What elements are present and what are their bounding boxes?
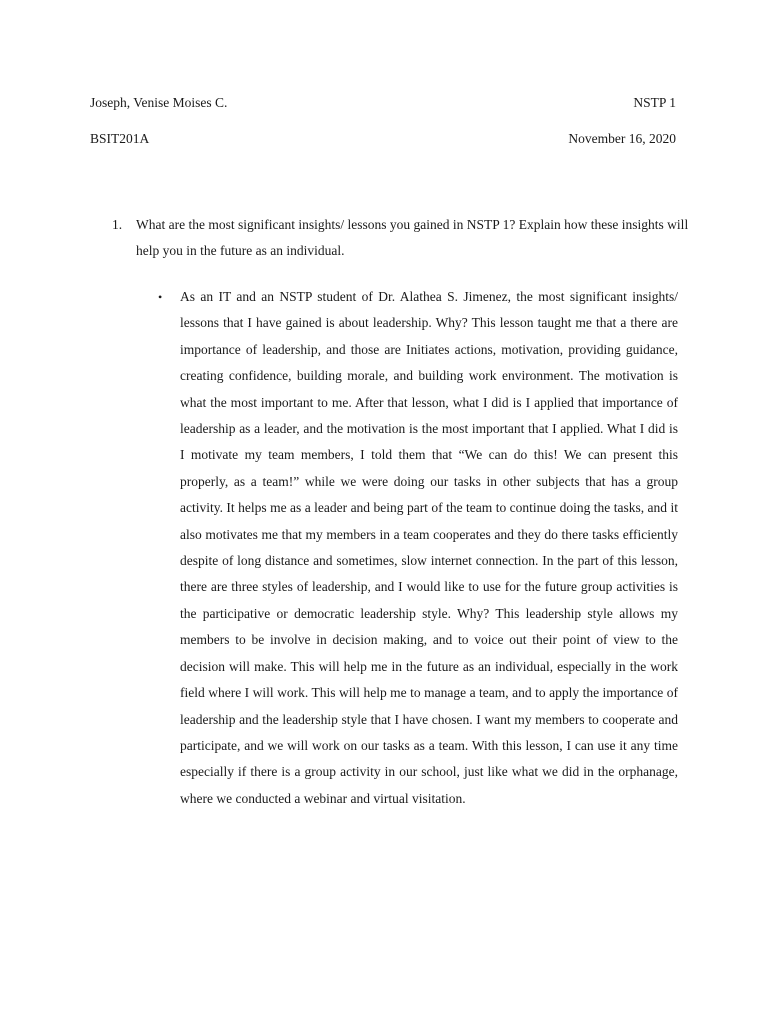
answer-item: [158, 284, 678, 812]
question-text: What are the most significant insights/ lessons you gained in NSTP 1? Explain how these insights will help you in the future as an individual.: [136, 217, 689, 258]
student-name: Joseph, Venise Moises C.: [90, 95, 228, 110]
question-number: 1.: [112, 217, 123, 232]
submission-date: November 16, 2020: [568, 131, 676, 146]
course-code: NSTP 1: [633, 95, 676, 110]
student-section: BSIT201A: [90, 131, 150, 146]
bullet-icon: •: [158, 290, 163, 304]
answer-text: As an IT and an NSTP student of Dr. Alathea S. Jimenez, the most significant insights/ lessons that I have gained is about leadership. Why? This lesson taught me that a there are importance of leadership, and those are Initiates actions, motivation, providing guidance, creating confidence, building morale, and building work environment. The motivation is what the most important to me. After that lesson, what I did is I applied that importance of leadership as a leader, and the motivation is the most important that I applied. What I did is I motivate my team members, I told them that “We can do this! We can present this properly, as a team!” while we were doing our tasks in other subjects that has a group activity. It helps me as a leader and being part of the team to continue doing the tasks, and it also motivates me that my members in a team cooperates and they do there tasks efficiently despite of long distance and sometimes, slow internet connection. In the part of this lesson, there are three styles of leadership, and I would like to use for the future group activities is the participative or democratic leadership style. Why? This leadership style allows my members to be involve in decision making, and to voice out their point of view to the decision will make. This will help me in the future as an individual, especially in the work field where I will work. This will help me to manage a team, and to apply the importance of leadership and the leadership style that I have chosen. I want my members to cooperate and participate, and we will work on our tasks as a team. With this lesson, I can use it any time especially if there is a group activity in our school, just like what we did in the orphanage, where we conducted a webinar and virtual visitation.: [180, 289, 678, 806]
question-item: [112, 212, 692, 264]
